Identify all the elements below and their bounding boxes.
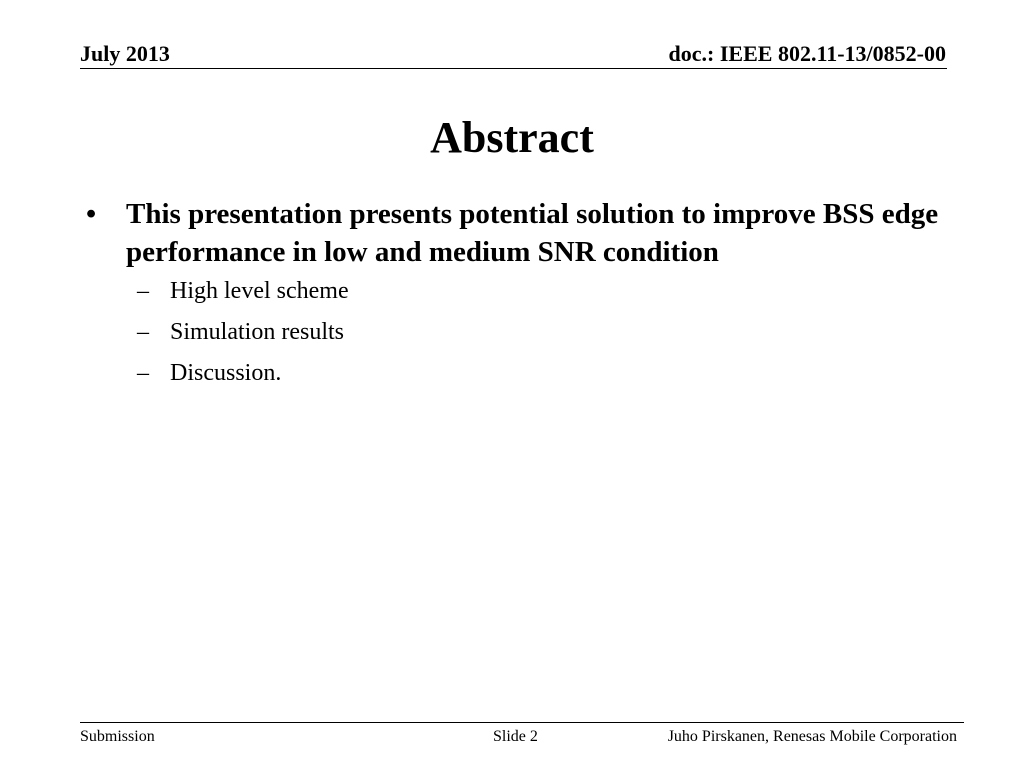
header-divider [80, 68, 947, 69]
header-doc-id: doc.: IEEE 802.11-13/0852-00 [668, 41, 946, 66]
sub-bullet-list [137, 276, 837, 399]
header-date: July 2013 [80, 41, 170, 66]
sub-bullet-text: High level scheme [170, 278, 349, 304]
sub-bullet-item [137, 317, 837, 358]
bullet-marker: • [86, 198, 97, 230]
sub-bullet-item [137, 358, 837, 399]
footer-divider [80, 722, 964, 723]
bullet-text: This presentation presents potential solution to improve BSS edge performance in low and medium SNR condition [126, 198, 939, 268]
sub-bullet-text: Discussion. [170, 360, 282, 386]
sub-bullet-text: Simulation results [170, 319, 344, 345]
sub-bullet-item [137, 276, 837, 317]
sub-bullet-marker: – [137, 278, 149, 304]
footer-submission: Submission [80, 728, 155, 745]
slide-title: Abstract [430, 113, 594, 162]
footer-author: Juho Pirskanen, Renesas Mobile Corporation [667, 728, 957, 745]
footer-slide-number: Slide 2 [493, 728, 538, 745]
sub-bullet-marker: – [137, 360, 149, 386]
sub-bullet-marker: – [137, 319, 149, 345]
